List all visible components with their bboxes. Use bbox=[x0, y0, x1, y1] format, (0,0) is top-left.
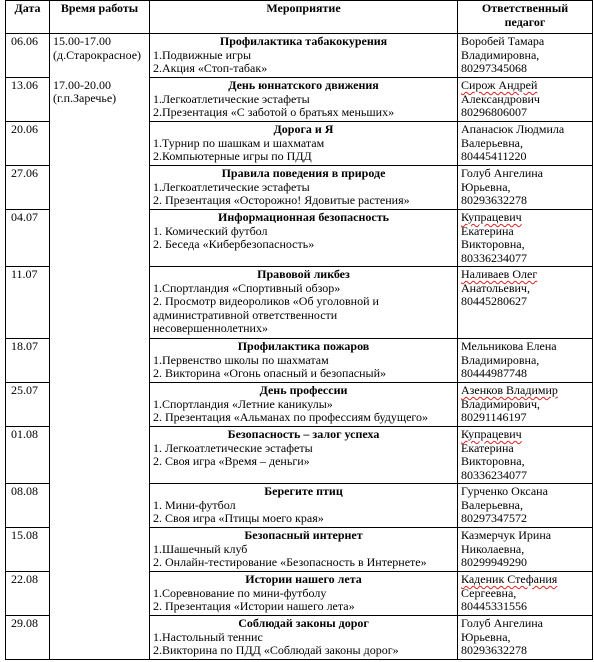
table-row bbox=[6, 528, 593, 572]
event-title: Истории нашего лета bbox=[245, 572, 362, 586]
event-title: День юннатского движения bbox=[228, 78, 379, 92]
time-place: (г.п.Заречье) bbox=[53, 91, 117, 105]
event-item: 1. Легкоатлетические эстафеты bbox=[153, 440, 313, 455]
event-cell bbox=[150, 166, 458, 210]
teacher-patronymic: Александрович bbox=[461, 91, 540, 106]
event-item: 1.Легкоатлетические эстафеты bbox=[153, 179, 310, 194]
teacher-cell bbox=[458, 616, 593, 660]
teacher-phone: 80293632278 bbox=[461, 643, 527, 657]
teacher-cell bbox=[458, 484, 593, 528]
teacher-phone: 80336234077 bbox=[461, 467, 527, 482]
teacher-name bbox=[461, 268, 589, 282]
event-item: 2. Презентация «Истории нашего лета» bbox=[153, 599, 355, 613]
teacher-name bbox=[461, 428, 589, 442]
header-teacher-line1: Ответственный bbox=[481, 1, 569, 15]
header-time: Время работы bbox=[50, 1, 150, 34]
date-cell: 11.07 bbox=[6, 267, 50, 339]
event-cell bbox=[150, 484, 458, 528]
event-title: День профессии bbox=[259, 383, 348, 397]
event-item: 1. Комический футбол bbox=[153, 223, 268, 238]
teacher-name-text: Наливаев Олег bbox=[461, 267, 538, 281]
header-row bbox=[6, 1, 593, 34]
date-cell: 27.06 bbox=[6, 166, 50, 210]
event-title: Безопасность – залог успеха bbox=[227, 427, 380, 441]
teacher-cell bbox=[458, 210, 593, 267]
time-range: 15.00-17.00 bbox=[53, 34, 111, 48]
teacher-phone: 80445411220 bbox=[461, 149, 527, 163]
teacher-phone: 80445280627 bbox=[461, 294, 527, 308]
time-cell bbox=[50, 616, 150, 660]
teacher-name-text: Каденик Стефания bbox=[461, 572, 558, 586]
time-cell bbox=[50, 572, 150, 616]
event-cell bbox=[150, 210, 458, 267]
event-item: 2. Беседа «Кибербезопасность» bbox=[153, 237, 315, 251]
time-cell bbox=[50, 528, 150, 572]
event-cell bbox=[150, 122, 458, 166]
table-row bbox=[6, 34, 593, 78]
schedule-table bbox=[5, 0, 593, 660]
time-place: (д.Старокрасное) bbox=[53, 47, 142, 62]
date-cell: 29.08 bbox=[6, 616, 50, 660]
teacher-patronymic: Валерьевна, bbox=[461, 497, 523, 512]
event-title: Безопасный интернет bbox=[244, 528, 363, 542]
teacher-cell bbox=[458, 339, 593, 383]
event-item: 2.Акция «Стоп-табак» bbox=[153, 61, 268, 75]
event-title: Правовой ликбез bbox=[257, 267, 350, 281]
teacher-cell bbox=[458, 78, 593, 122]
event-cell bbox=[150, 267, 458, 339]
teacher-first-name: Екатерина bbox=[461, 440, 514, 455]
table-row bbox=[6, 383, 593, 427]
teacher-name bbox=[461, 384, 589, 398]
teacher-cell bbox=[458, 166, 593, 210]
event-title: Берегите птиц bbox=[264, 484, 343, 498]
event-item: 2. Викторина «Огонь опасный и безопасный» bbox=[153, 366, 387, 380]
teacher-cell bbox=[458, 34, 593, 78]
teacher-patronymic: Юрьевна, bbox=[461, 629, 511, 644]
event-item: 2. Презентация «Осторожно! Ядовитые растения» bbox=[153, 193, 410, 207]
time-cell bbox=[50, 267, 150, 339]
teacher-name-text: Купрацевич bbox=[461, 427, 522, 441]
teacher-name bbox=[461, 79, 589, 93]
teacher-patronymic: Владимировна, bbox=[461, 47, 540, 62]
teacher-patronymic: Анатольевич, bbox=[461, 280, 530, 295]
teacher-name: Мельникова Елена bbox=[461, 339, 557, 353]
teacher-name: Голуб Ангелина bbox=[461, 166, 543, 180]
table-row bbox=[6, 78, 593, 122]
teacher-name-text: Сирож Андрей bbox=[461, 78, 538, 92]
date-cell: 04.07 bbox=[6, 210, 50, 267]
schedule-document bbox=[5, 0, 592, 660]
table-row bbox=[6, 267, 593, 339]
event-title: Профилактика пожаров bbox=[237, 339, 370, 353]
time-cell bbox=[50, 122, 150, 166]
teacher-name bbox=[461, 573, 589, 587]
time-cell bbox=[50, 383, 150, 427]
event-cell bbox=[150, 616, 458, 660]
teacher-name: Казмерчук Ирина bbox=[461, 528, 552, 542]
event-cell bbox=[150, 572, 458, 616]
teacher-cell bbox=[458, 528, 593, 572]
date-cell: 18.07 bbox=[6, 339, 50, 383]
teacher-name-text: Азенков Владимир bbox=[461, 383, 558, 397]
event-cell bbox=[150, 339, 458, 383]
header-teacher bbox=[458, 1, 593, 34]
teacher-cell bbox=[458, 427, 593, 484]
event-item: 2.Презентация «С заботой о братьях меньших» bbox=[153, 105, 395, 119]
table-row bbox=[6, 572, 593, 616]
teacher-patronymic: Владимирович, bbox=[461, 396, 540, 411]
date-cell: 15.08 bbox=[6, 528, 50, 572]
event-title: Правила поведения в природе bbox=[221, 166, 386, 180]
teacher-phone: 80336234077 bbox=[461, 250, 527, 265]
teacher-name bbox=[461, 211, 589, 225]
event-title: Соблюдай законы дорог bbox=[238, 616, 369, 630]
date-cell: 22.08 bbox=[6, 572, 50, 616]
date-cell: 13.06 bbox=[6, 78, 50, 122]
teacher-phone: 80297345068 bbox=[461, 61, 527, 75]
date-cell: 01.08 bbox=[6, 427, 50, 484]
table-row bbox=[6, 427, 593, 484]
date-cell: 06.06 bbox=[6, 34, 50, 78]
teacher-name: Гурченко Оксана bbox=[461, 484, 548, 498]
event-cell bbox=[150, 528, 458, 572]
event-item: несовершеннолетних» bbox=[153, 321, 268, 335]
teacher-patronymic: Сергеевна, bbox=[461, 585, 517, 600]
header-date: Дата bbox=[6, 1, 50, 34]
time-cell bbox=[50, 166, 150, 210]
event-item: 1.Соревнование по мини-футболу bbox=[153, 585, 327, 600]
table-row bbox=[6, 166, 593, 210]
event-item: 2. Онлайн-тестирование «Безопасность в Интернете» bbox=[153, 555, 427, 569]
event-cell bbox=[150, 427, 458, 484]
time-cell bbox=[50, 427, 150, 484]
teacher-phone: 80297347572 bbox=[461, 511, 527, 525]
table-row bbox=[6, 122, 593, 166]
event-item: 2.Компьютерные игры по ПДД bbox=[153, 149, 312, 163]
teacher-cell bbox=[458, 122, 593, 166]
teacher-phone: 80299949290 bbox=[461, 555, 527, 569]
event-item: 1.Турнир по шашкам и шахматам bbox=[153, 135, 325, 150]
event-item: 1.Настольный теннис bbox=[153, 629, 263, 644]
time-cell bbox=[50, 210, 150, 267]
event-item: административной ответственности bbox=[153, 307, 338, 322]
date-cell: 20.06 bbox=[6, 122, 50, 166]
event-title: Информационная безопасность bbox=[218, 210, 389, 224]
teacher-name: Апанасюк Людмила bbox=[461, 122, 565, 136]
event-item: 2. Просмотр видеороликов «Об уголовной и bbox=[153, 294, 379, 308]
time-cell bbox=[50, 339, 150, 383]
time-cell bbox=[50, 484, 150, 528]
event-item: 1. Мини-футбол bbox=[153, 497, 236, 512]
header-event: Мероприятие bbox=[150, 1, 458, 34]
event-cell bbox=[150, 34, 458, 78]
event-item: 2. Своя игра «Время – деньги» bbox=[153, 454, 310, 468]
teacher-cell bbox=[458, 267, 593, 339]
header-teacher-line2: педагог bbox=[504, 14, 546, 29]
event-title: Профилактика табакокурения bbox=[219, 34, 388, 48]
event-cell bbox=[150, 383, 458, 427]
teacher-name: Голуб Ангелина bbox=[461, 616, 543, 630]
teacher-cell bbox=[458, 572, 593, 616]
teacher-phone: 80291146197 bbox=[461, 410, 527, 424]
table-row bbox=[6, 339, 593, 383]
teacher-phone: 80445331556 bbox=[461, 599, 527, 613]
teacher-patronymic: Викторовна, bbox=[461, 237, 525, 251]
date-cell: 25.07 bbox=[6, 383, 50, 427]
event-item: 1.Легкоатлетические эстафеты bbox=[153, 91, 310, 106]
teacher-patronymic: Юрьевна, bbox=[461, 179, 511, 194]
teacher-name: Воробей Тамара bbox=[461, 34, 545, 48]
teacher-phone: 80296806007 bbox=[461, 105, 527, 119]
teacher-name-text: Купрацевич bbox=[461, 210, 522, 224]
teacher-first-name: Екатерина bbox=[461, 223, 514, 238]
teacher-phone: 80444987748 bbox=[461, 366, 527, 380]
table-row bbox=[6, 616, 593, 660]
table-row bbox=[6, 210, 593, 267]
event-item: 1.Подвижные игры bbox=[153, 47, 252, 62]
date-cell: 08.08 bbox=[6, 484, 50, 528]
time-range: 17.00-20.00 bbox=[53, 77, 111, 92]
event-item: 2. Своя игра «Птицы моего края» bbox=[153, 511, 324, 525]
time-cell bbox=[50, 78, 150, 122]
event-item: 1.Спортландия «Спортивный обзор» bbox=[153, 280, 341, 295]
event-item: 2. Презентация «Альманах по профессиям будущего» bbox=[153, 410, 429, 424]
event-item: 1.Шашечный клуб bbox=[153, 541, 248, 556]
event-cell bbox=[150, 78, 458, 122]
teacher-phone: 80293632278 bbox=[461, 193, 527, 207]
table-row bbox=[6, 484, 593, 528]
teacher-patronymic: Валерьевна, bbox=[461, 135, 523, 150]
time-cell bbox=[50, 34, 150, 78]
teacher-cell bbox=[458, 383, 593, 427]
teacher-patronymic: Владимировна, bbox=[461, 352, 540, 367]
teacher-patronymic: Викторовна, bbox=[461, 454, 525, 468]
event-item: 2.Викторина по ПДД «Соблюдай законы дорог» bbox=[153, 643, 399, 657]
teacher-patronymic: Николаевна, bbox=[461, 541, 525, 556]
event-title: Дорога и Я bbox=[273, 122, 334, 136]
event-item: 1.Спортландия «Летние каникулы» bbox=[153, 396, 333, 411]
event-item: 1.Первенство школы по шахматам bbox=[153, 352, 329, 367]
